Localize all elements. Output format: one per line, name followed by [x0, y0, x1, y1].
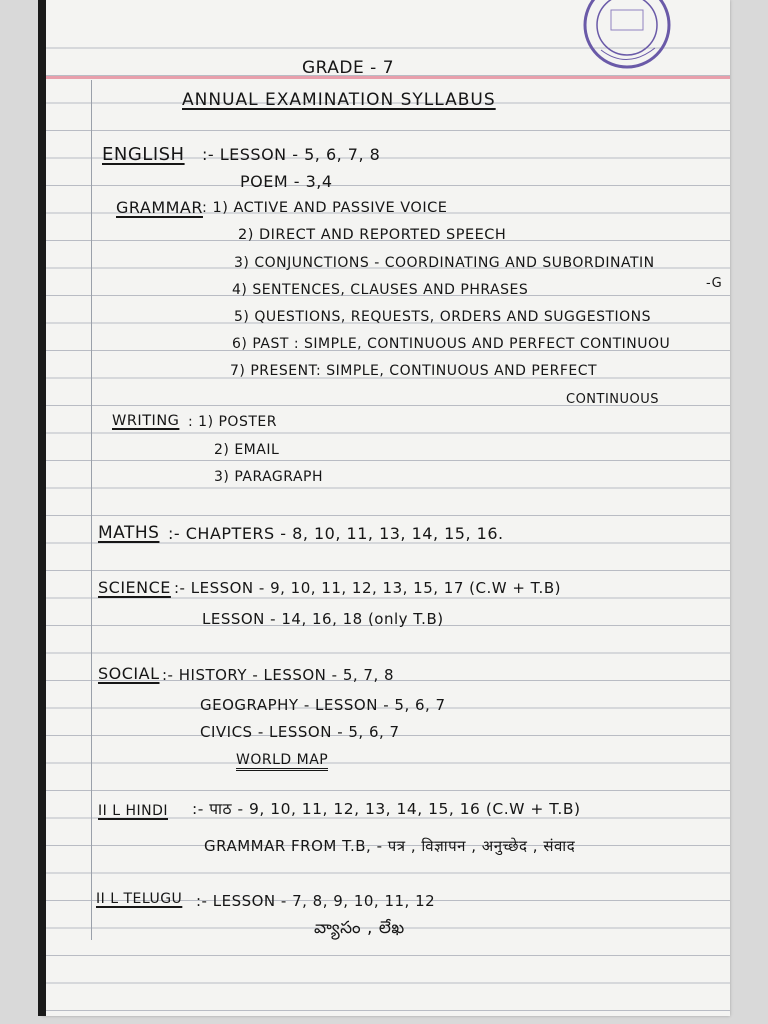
grammar-item: 5) QUESTIONS, REQUESTS, ORDERS AND SUGGESTIONS — [234, 309, 652, 325]
social-civics: CIVICS - LESSON - 5, 6, 7 — [200, 723, 400, 741]
telugu-grammar: వ్యాసం , లేఖ — [314, 918, 405, 938]
science-heading: SCIENCE — [98, 578, 171, 597]
telugu-lessons: :- LESSON - 7, 8, 9, 10, 11, 12 — [196, 892, 436, 910]
grammar-item: : 1) ACTIVE AND PASSIVE VOICE — [202, 200, 448, 216]
grade-label: GRADE - 7 — [302, 58, 395, 78]
english-poem: POEM - 3,4 — [240, 172, 333, 191]
hindi-heading: II L HINDI — [98, 803, 168, 819]
grammar-item: 7) PRESENT: SIMPLE, CONTINUOUS AND PERFECT — [230, 363, 598, 379]
english-heading: ENGLISH — [102, 144, 185, 165]
social-heading: SOCIAL — [98, 664, 160, 683]
maths-heading: MATHS — [98, 523, 160, 543]
science-tb-lessons: LESSON - 14, 16, 18 (only T.B) — [202, 610, 444, 628]
english-lessons: :- LESSON - 5, 6, 7, 8 — [202, 145, 381, 164]
writing-heading: WRITING — [112, 413, 180, 429]
maths-chapters: :- CHAPTERS - 8, 10, 11, 13, 14, 15, 16. — [168, 524, 504, 543]
margin-line — [91, 80, 92, 940]
writing-item: : 1) POSTER — [188, 414, 277, 430]
social-history: :- HISTORY - LESSON - 5, 7, 8 — [162, 666, 395, 684]
school-stamp — [577, 0, 677, 70]
telugu-heading: II L TELUGU — [96, 891, 183, 907]
margin-note: -G — [706, 276, 723, 291]
science-lessons: :- LESSON - 9, 10, 11, 12, 13, 15, 17 (C.W + T.B) — [174, 579, 561, 597]
hindi-grammar: GRAMMAR FROM T.B, - पत्र , विज्ञापन , अनुच्छेद , संवाद — [204, 837, 576, 855]
grammar-item: 4) SENTENCES, CLAUSES AND PHRASES — [232, 282, 529, 298]
hindi-lessons: :- पाठ - 9, 10, 11, 12, 13, 14, 15, 16 (C.W + T.B) — [192, 800, 581, 818]
writing-item: 3) PARAGRAPH — [214, 469, 323, 485]
grammar-item: 2) DIRECT AND REPORTED SPEECH — [238, 227, 507, 243]
grammar-item: 6) PAST : SIMPLE, CONTINUOUS AND PERFECT CONTINUOU — [232, 336, 671, 352]
social-geography: GEOGRAPHY - LESSON - 5, 6, 7 — [200, 696, 446, 714]
grammar-item: CONTINUOUS — [566, 392, 660, 407]
notebook-page — [42, 0, 730, 1016]
writing-item: 2) EMAIL — [214, 442, 280, 458]
grammar-heading: GRAMMAR — [116, 198, 203, 217]
page-title: ANNUAL EXAMINATION SYLLABUS — [182, 90, 496, 110]
social-world-map: WORLD MAP — [236, 752, 328, 771]
grammar-item: 3) CONJUNCTIONS - COORDINATING AND SUBORDINATIN — [234, 255, 655, 271]
notebook-binding — [38, 0, 46, 1016]
